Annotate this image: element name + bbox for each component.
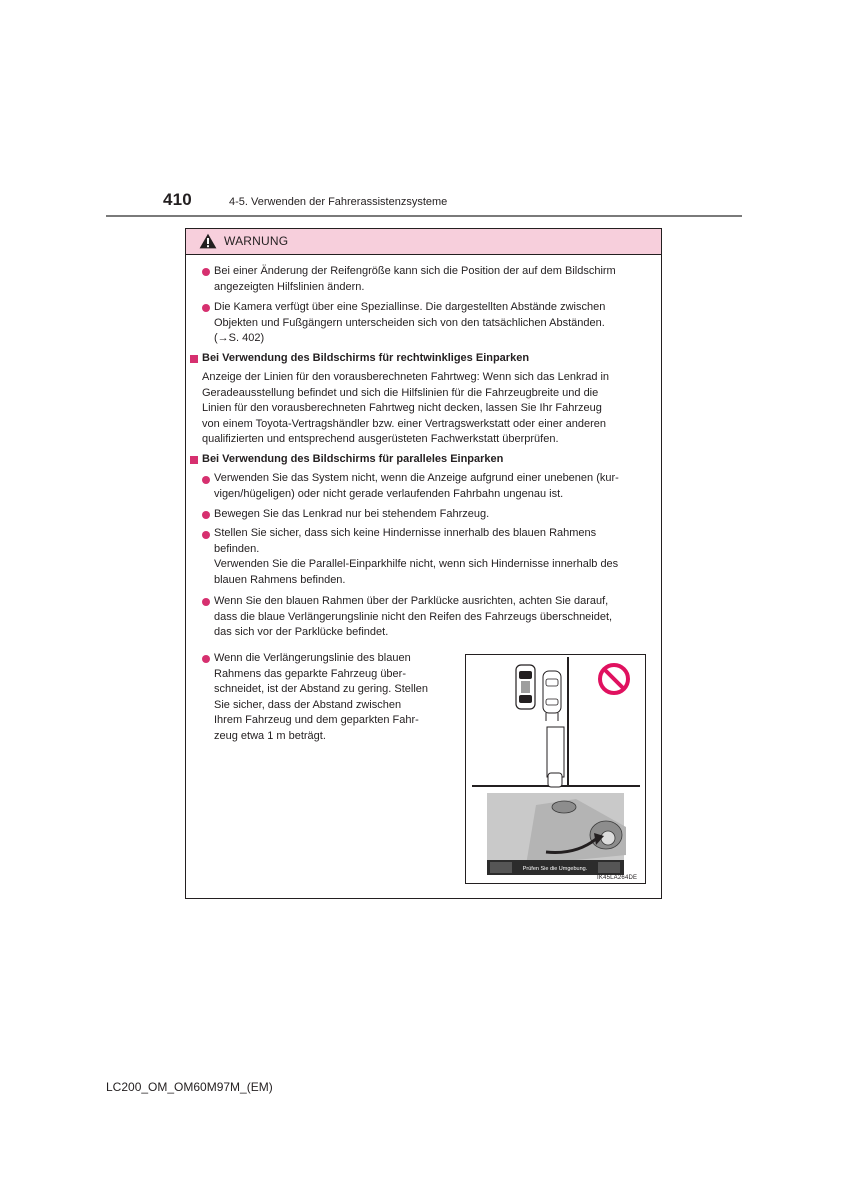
text-line: das sich vor der Parklücke befindet.: [214, 626, 389, 639]
subsection-heading-right-angle: Bei Verwendung des Bildschirms für rechtwinkliges Einparken: [202, 352, 530, 364]
text-line: Verwenden Sie das System nicht, wenn die Anzeige aufgrund einer unebenen (kur-: [214, 472, 619, 484]
parallel-bullet-2: [214, 507, 657, 523]
text-line: (→S. 402): [214, 332, 265, 345]
text-line: Die Kamera verfügt über eine Speziallinse. Die dargestellten Abstände zwischen: [214, 301, 606, 313]
figure-code: IK45LA264DE: [597, 875, 638, 881]
own-car: [543, 671, 561, 721]
header-rule: [106, 215, 742, 217]
text-line: Verwenden Sie die Parallel-Einparkhilfe nicht, wenn sich Hindernisse innerhalb des: [214, 558, 619, 571]
text-line: vigen/hügeligen) oder nicht gerade verlaufenden Fahrbahn ungenau ist.: [214, 487, 564, 500]
parallel-bullet-4: [214, 594, 657, 641]
camera-screen: [487, 793, 626, 875]
text-line: schneidet, ist der Abstand zu gering. Stellen: [214, 683, 429, 696]
text-line: von einem Toyota-Vertragshändler bzw. einer Vertragswerkstatt oder einer anderen: [202, 417, 606, 430]
parallel-bullet-3: [214, 526, 657, 588]
warning-triangle-icon: [199, 233, 217, 249]
subsection-paragraph: [202, 370, 657, 448]
text-line: Bewegen Sie das Lenkrad nur bei stehendem Fahrzeug.: [214, 508, 490, 520]
text-line: Objekten und Fußgängern unterscheiden sich von den tatsächlichen Abständen.: [214, 316, 605, 329]
bullet-dot: [202, 531, 210, 539]
text-line: befinden.: [214, 542, 260, 555]
parallel-bullet-5: [214, 651, 452, 745]
section-title: 4-5. Verwenden der Fahrerassistenzsysteme: [229, 196, 448, 208]
warning-bullet-2: [214, 300, 657, 347]
bullet-dot: [202, 598, 210, 606]
text-line: Anzeige der Linien für den vorausberechneten Fahrtweg: Wenn sich das Lenkrad in: [202, 371, 610, 383]
text-line: Rahmens das geparkte Fahrzeug über-: [214, 667, 406, 680]
subsection-heading-parallel: Bei Verwendung des Bildschirms für paralleles Einparken: [202, 453, 504, 465]
parking-diagram: [466, 655, 645, 883]
text-line: qualifizierten und entsprechend ausgerüsteten Fachwerkstatt überprüfen.: [202, 433, 559, 446]
text-line: Linien für den vorausberechneten Fahrtweg nicht decken, lassen Sie Ihr Fahrzeug: [202, 402, 602, 415]
warning-title: WARNUNG: [224, 234, 289, 248]
parked-car: [516, 665, 535, 709]
warning-bullet-1: [214, 264, 657, 295]
text-line: Wenn Sie den blauen Rahmen über der Parklücke ausrichten, achten Sie darauf,: [214, 595, 609, 607]
text-line: zeug etwa 1 m beträgt.: [214, 729, 326, 742]
subsection-marker: [190, 355, 198, 363]
document-code: LC200_OM_OM60M97M_(EM): [106, 1080, 273, 1094]
bullet-dot: [202, 655, 210, 663]
text-line: dass die blaue Verlängerungslinie nicht den Reifen des Fahrzeugs überschneidet,: [214, 610, 613, 623]
text-line: Ihrem Fahrzeug und dem geparkten Fahr-: [214, 714, 419, 727]
bullet-dot: [202, 304, 210, 312]
text-line: angezeigten Hilfslinien ändern.: [214, 280, 365, 293]
parking-illustration: [465, 654, 646, 884]
bullet-dot: [202, 511, 210, 519]
bullet-dot: [202, 268, 210, 276]
text-line: Stellen Sie sicher, dass sich keine Hindernisse innerhalb des blauen Rahmens: [214, 527, 597, 539]
text-line: Sie sicher, dass der Abstand zwischen: [214, 698, 402, 711]
text-line: blauen Rahmens befinden.: [214, 573, 346, 586]
screen-caption: Prüfen Sie die Umgebung.: [522, 866, 588, 872]
parallel-bullet-1: [214, 471, 657, 502]
text-line: Wenn die Verlängerungslinie des blauen: [214, 652, 411, 664]
subsection-marker: [190, 456, 198, 464]
bullet-dot: [202, 476, 210, 484]
text-line: Geradeausstellung befindet und sich die Hilfslinien für die Fahrzeugbreite und die: [202, 386, 599, 399]
prohibition-icon: [600, 665, 628, 693]
text-line: Bei einer Änderung der Reifengröße kann sich die Position der auf dem Bildschirm: [214, 265, 616, 277]
page-number: 410: [163, 190, 192, 209]
